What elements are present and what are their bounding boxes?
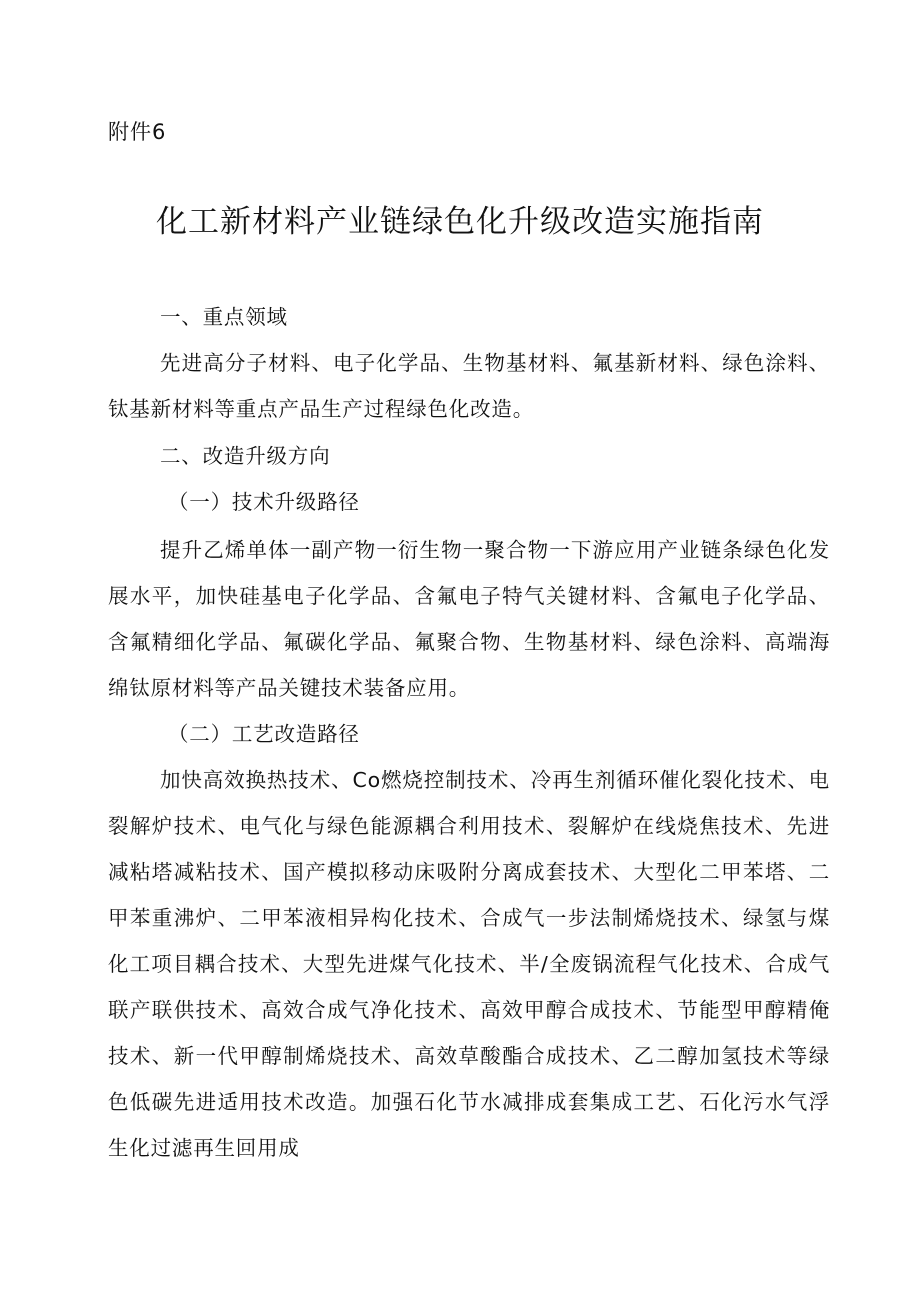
section1-heading: 一、重点领域 <box>160 305 288 329</box>
subsection2-heading: （二）工艺改造路径 <box>168 722 360 746</box>
section1-body: 先进高分子材料、电子化学品、生物基材料、氟基新材料、绿色涂料、钛基新材料等重点产品生产过程绿色化改造。 <box>108 351 830 421</box>
section2-heading: 二、改造升级方向 <box>160 444 331 468</box>
subsection1-body: 提升乙烯单体一副产物一衍生物一聚合物一下游应用产业链条绿色化发展水平，加快硅基电子化学品、含氟电子特气关键材料、含氟电子化学品、含氟精细化学品、氟碳化学品、氟聚合物、生物基材料、绿色涂料、高端海绵钛原材料等产品关键技术装备应用。 <box>108 538 830 700</box>
attachment-label: 附件6 <box>108 120 167 144</box>
subsection2-body: 加快高效换热技术、Co燃烧控制技术、冷再生剂循环催化裂化技术、电裂解炉技术、电气化与绿色能源耦合利用技术、裂解炉在线烧焦技术、先进减粘塔减粘技术、国产模拟移动床吸附分离成套技术、大型化二甲苯塔、二甲苯重沸炉、二甲苯液相异构化技术、合成气一步法制烯烧技术、绿氢与煤化工项目耦合技术、大型先进煤气化技术、半/全废锅流程气化技术、合成气联产联供技术、高效合成气净化技术、高效甲醇合成技术、节能型甲醇精俺技术、新一代甲醇制烯烧技术、高效草酸酯合成技术、乙二醇加氢技术等绿色低碳先进适用技术改造。加强石化节水减排成套集成工艺、石化污水气浮生化过滤再生回用成 <box>108 768 830 1160</box>
subsection1-heading: （一）技术升级路径 <box>168 490 360 514</box>
document-title: 化工新材料产业链绿色化升级改造实施指南 <box>156 204 764 240</box>
